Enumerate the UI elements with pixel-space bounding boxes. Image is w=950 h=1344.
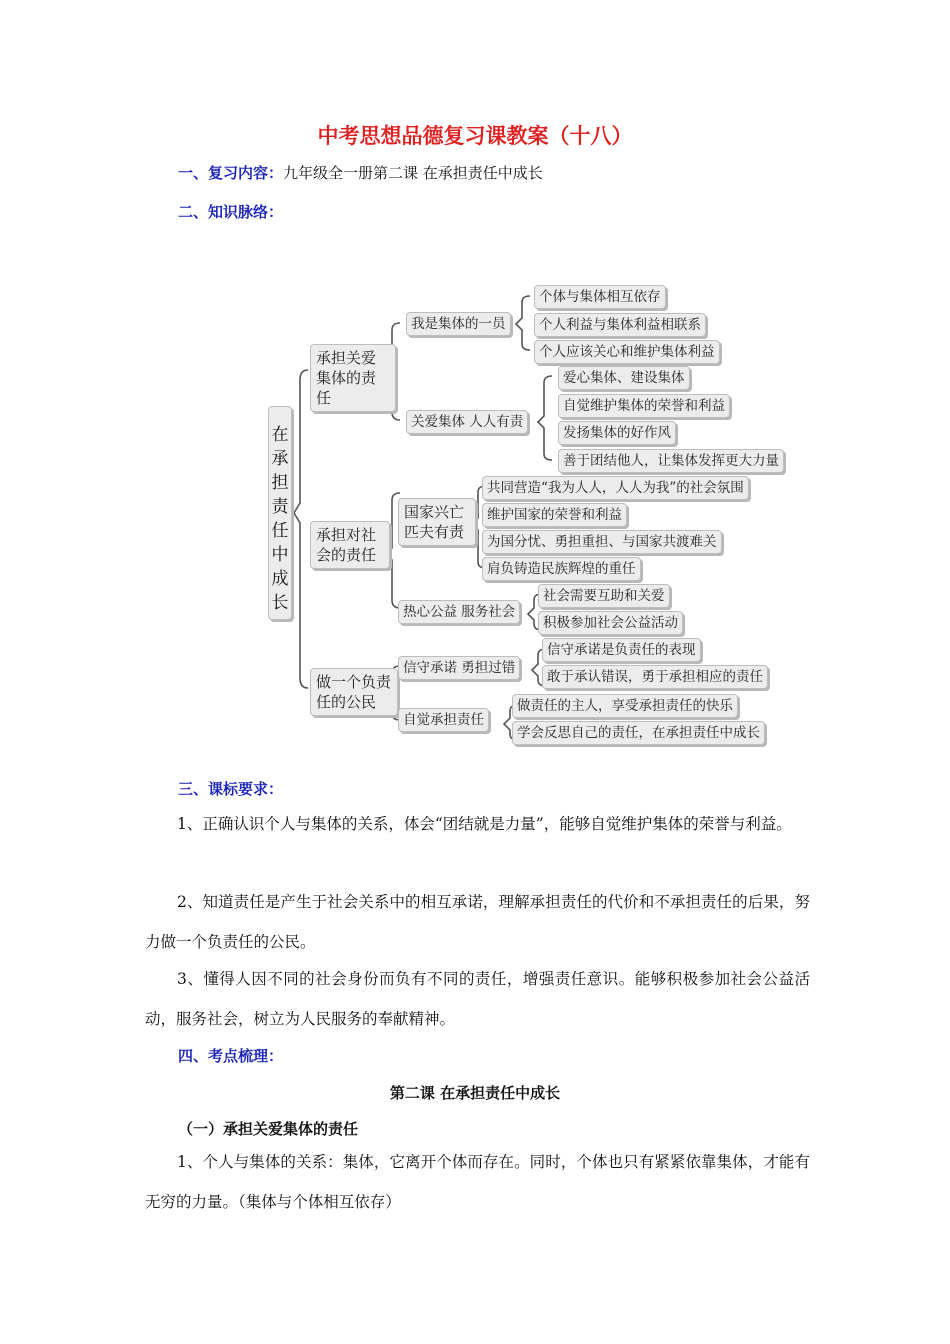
mind-map-level3-node: 个体与集体相互依存 [534,285,666,309]
root-char: 担 [271,473,289,493]
root-char: 任 [271,521,289,541]
section-value: 九年级全一册第二课 在承担责任中成长 [283,164,543,182]
mind-map-level2-node: 我是集体的一员 [406,312,511,336]
mind-map-level2-node: 关爱集体 人人有责 [406,410,528,434]
mind-map-level3-node: 信守承诺是负责任的表现 [542,638,701,662]
mind-map-level2-node: 热心公益 服务社会 [398,600,520,624]
root-char: 在 [271,425,289,445]
mind-map-level1-node: 承担对社会的责任 [310,521,390,569]
mind-map-level3-node: 善于团结他人，让集体发挥更大力量 [558,449,784,473]
root-char: 成 [271,569,289,589]
mind-map-level3-node: 维护国家的荣誉和利益 [482,503,627,527]
mind-map-level2-node: 国家兴亡匹夫有责 [398,498,476,546]
lesson-title: 第二课 在承担责任中成长 [389,1084,561,1102]
mind-map-level1-node: 承担关爱集体的责任 [310,344,396,412]
root-char: 中 [271,545,289,565]
section-exam-points [178,1045,283,1066]
mind-map-level3-node: 个人利益与集体利益相联系 [534,313,706,337]
mind-map-level3-node: 学会反思自己的责任，在承担责任中成长 [512,721,765,745]
page-title: 中考思想品德复习课教案（十八） [317,124,633,148]
section-label: 一、复习内容： [178,164,284,182]
mind-map-level3-node: 做责任的主人，享受承担责任的快乐 [512,694,738,718]
mind-map-level3-node: 发扬集体的好作风 [558,421,676,445]
section-label: 三、课标要求： [178,780,284,798]
mind-map-level3-node: 个人应该关心和维护集体利益 [534,340,720,364]
mind-map-level2-node: 自觉承担责任 [398,708,489,732]
subsection-heading: （一）承担关爱集体的责任 [178,1120,359,1138]
mind-map-level3-node: 社会需要互助和关爱 [538,584,670,608]
root-char: 责 [271,497,289,517]
mind-map-level3-node: 肩负铸造民族辉煌的重任 [482,557,641,581]
point-1: 1、个人与集体的关系：集体，它离开个体而存在。同时，个体也只有紧紧依靠集体，才能有无穷的力量。（集体与个体相互依存） [145,1153,810,1211]
knowledge-mind-map [260,278,810,748]
mind-map-level3-node: 自觉维护集体的荣誉和利益 [558,394,730,418]
mind-map-level1-node: 做一个负责任的公民 [310,668,398,716]
section-review-content [178,162,543,183]
mind-map-root [268,406,292,620]
section-knowledge-map [178,201,283,222]
section-curriculum-requirements [178,778,283,799]
mind-map-level3-node: 爱心集体、建设集体 [558,366,690,390]
mind-map-level3-node: 为国分忧、勇担重担、与国家共渡难关 [482,530,722,554]
mind-map-level3-node: 敢于承认错误，勇于承担相应的责任 [542,665,768,689]
root-char: 承 [271,449,289,469]
section-label: 四、考点梳理： [178,1047,284,1065]
mind-map-level3-node: 积极参加社会公益活动 [538,611,683,635]
section-label: 二、知识脉络： [178,203,284,221]
requirement-1: 1、正确认识个人与集体的关系，体会“团结就是力量”，能够自觉维护集体的荣誉与利益。 [177,815,792,833]
requirement-2: 2、知道责任是产生于社会关系中的相互承诺，理解承担责任的代价和不承担责任的后果，努力做一个负责任的公民。 [145,893,810,951]
requirement-3: 3、懂得人因不同的社会身份而负有不同的责任，增强责任意识。能够积极参加社会公益活动，服务社会，树立为人民服务的奉献精神。 [145,970,810,1028]
mind-map-level2-node: 信守承诺 勇担过错 [398,656,520,680]
mind-map-level3-node: 共同营造“我为人人，人人为我”的社会氛围 [482,476,749,500]
root-char: 长 [271,593,289,613]
